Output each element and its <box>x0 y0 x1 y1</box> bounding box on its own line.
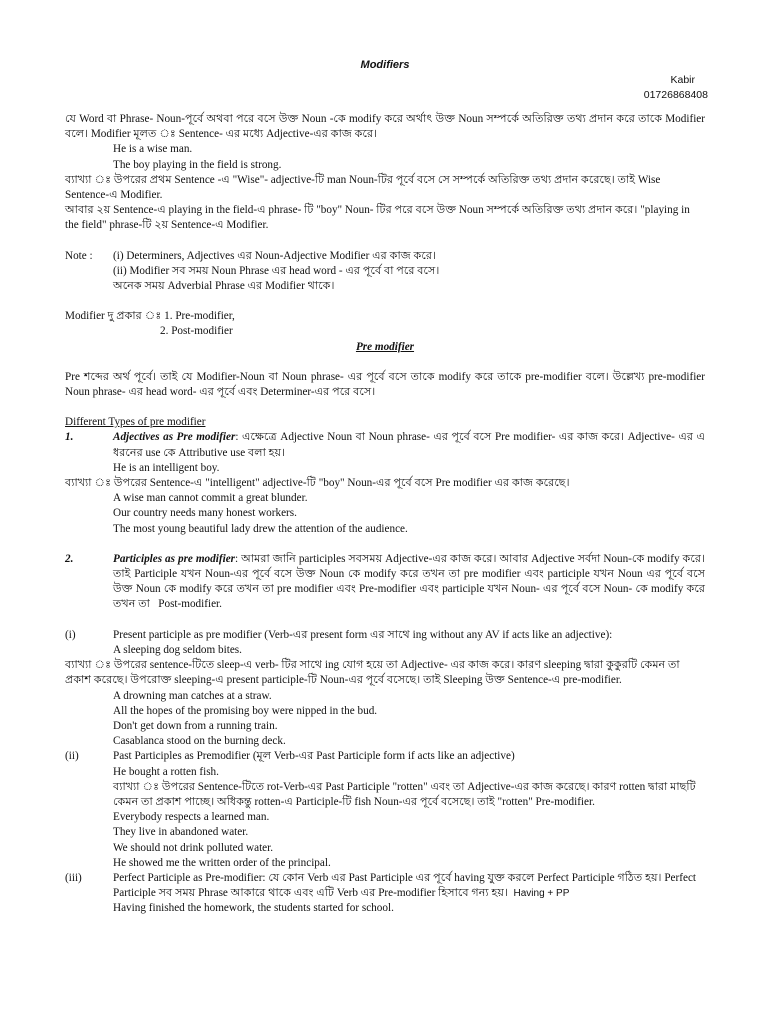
subsection-i-example-3: All the hopes of the promising boy were nipped in the bud. <box>113 704 378 717</box>
section-1-example: He is an intelligent boy. <box>113 461 220 474</box>
section-2-number: 2. <box>65 552 74 565</box>
author-phone: 01726868408 <box>643 89 708 101</box>
subsection-iii <box>65 871 705 901</box>
subsection-i-example: A sleeping dog seldom bites. <box>113 643 242 656</box>
note-label: Note : <box>65 249 93 262</box>
intro-paragraph: যে Word বা Phrase- Noun-পূর্বে অথবা পরে বসে উক্ত Noun -কে modify করে অর্থাৎ উক্ত Noun সম্পর্কে অতিরিক্ত তথ্য প্রদান করে তাকে Modifier বলে। Modifier মূলত ঃ Sentence- এর মধ্যে Adjective-এর কাজ করে। <box>65 113 705 141</box>
intro-example-2: The boy playing in the field is strong. <box>113 158 282 171</box>
subsection-i-example-4: Don't get down from a running train. <box>113 719 278 732</box>
subsection-i-number: (i) <box>65 628 76 641</box>
note-line-1: (i) Determiners, Adjectives এর Noun-Adjective Modifier এর কাজ করে। <box>113 249 436 262</box>
intro-explanation-2: আবার ২য় Sentence-এ playing in the field-এ phrase- টি "boy" Noun- টির পরে বসে উক্ত Noun সম্পর্কে অতিরিক্ত তথ্য প্রদান করে। "playing in the field" phrase-টি ২য় Sentence-এ Modifier. <box>65 204 690 232</box>
types-heading: Different Types of pre modifier <box>65 416 206 429</box>
subsection-ii-example-2: Everybody respects a learned man. <box>113 811 270 824</box>
section-1-example-3: Our country needs many honest workers. <box>113 507 297 520</box>
pre-modifier-paragraph: Pre শব্দের অর্থ পূর্বে। তাই যে Modifier-Noun বা Noun phrase- এর পূর্বে বসে তাকে modify করে তাকে pre-modifier বলে। উল্লেখ্য pre-modifier Noun phrase- এর head word- এর পূর্বে এবং Determiner-এর পরে বসে। <box>65 370 705 399</box>
subsection-iii-text <box>113 871 705 901</box>
subsection-ii-example: He bought a rotten fish. <box>113 765 219 778</box>
section-1-example-4: The most young beautiful lady drew the attention of the audience. <box>113 522 408 535</box>
subsection-ii-explanation: ব্যাখ্যা ঃ উপরের Sentence-টিতে rot-Verb-এর Past Participle "rotten" এবং তা Adjective-এর কাজ করেছে। কারণ rotten দ্বারা মাছটি কেমন তা প্রকাশ পাচ্ছে। অধিকন্তু rotten-এ Participle-টি fish Noun-এর পূর্বে বসেছে। তাই "rotten" Pre-modifier. <box>113 780 696 808</box>
intro-example-1: He is a wise man. <box>113 143 193 156</box>
section-2-body: : আমরা জানি participles সবসময় Adjective-এর কাজ করে। আবার Adjective সর্বদা Noun-কে modify করে। তাই Participle যখন Noun-এর পূর্বে বসে উক্ত Noun কে modify করে তখন তা pre modifier এবং participle যখন Noun এর পূর্বে বসে উক্ত Noun কে modify করে তখন তা pre modifier এবং Pre-modifier এবং participle যখন Noun- এর পূর্বে বসে Noun- কে modify করে তখন তা <box>113 552 705 611</box>
pre-modifier-heading: Pre modifier <box>355 340 415 353</box>
section-2-text <box>113 552 705 613</box>
note-line-2: (ii) Modifier সব সময় Noun Phrase এর head word - এর পূর্বে বা পরে বসে। <box>113 264 440 277</box>
subsection-iii-head: Perfect Participle as Pre-modifier: যে কোন Verb এর Past Participle এর পূর্বে having যুক্ত করলে Perfect Participle গঠিত হয়। Perfect Participle সব সময় Phrase আকারে থাকে এবং এটি Verb এর Pre-modifier হিসাবে গন্য হয়। <box>113 871 697 900</box>
subsection-ii-number: (ii) <box>65 750 79 763</box>
subsection-i <box>65 628 705 643</box>
section-1-example-2: A wise man cannot commit a great blunder. <box>113 492 308 505</box>
subsection-iii-number: (iii) <box>65 871 82 884</box>
section-1-explanation: ব্যাখ্যা ঃ উপরের Sentence-এ "intelligent" adjective-টি "boy" Noun-এর পূর্বে বসে Pre modifier এর কাজ করেছে। <box>65 477 570 490</box>
modifier-kinds-line-2: 2. Post-modifier <box>160 325 233 338</box>
subsection-ii <box>65 749 705 764</box>
subsection-ii-head: Past Participles as Premodifier (মূল Verb-এর Past Participle form if acts like an adjective) <box>113 750 515 763</box>
modifier-kinds-line-1: Modifier দু প্রকার ঃ 1. Pre-modifier, <box>65 310 235 323</box>
note-block <box>65 249 705 264</box>
subsection-ii-example-3: They live in abandoned water. <box>113 826 249 839</box>
section-2-head: Participles as pre modifier <box>113 552 236 565</box>
subsection-i-head: Present participle as pre modifier (Verb-এর present form এর সাথে ing without any AV if acts like an adjective): <box>113 628 613 641</box>
page-title: Modifiers <box>360 59 410 71</box>
subsection-i-example-5: Casablanca stood on the burning deck. <box>113 735 286 748</box>
subsection-ii-example-5: He showed me the written order of the principal. <box>113 856 331 869</box>
section-1-head: Adjectives as Pre modifier <box>113 431 236 444</box>
subsection-ii-example-4: We should not drink polluted water. <box>113 841 274 854</box>
author-name: Kabir <box>670 74 695 86</box>
note-line-3: অনেক সময় Adverbial Phrase এর Modifier থাকে। <box>113 280 335 293</box>
subsection-i-example-2: A drowning man catches at a straw. <box>113 689 272 702</box>
document-body <box>65 112 705 917</box>
section-1-number: 1. <box>65 431 74 444</box>
subsection-iii-example: Having finished the homework, the students started for school. <box>113 902 394 915</box>
section-1 <box>65 430 705 460</box>
section-2 <box>65 552 705 613</box>
section-1-body: : এক্ষেত্রে Adjective Noun বা Noun phrase- এর পূর্বে বসে Pre modifier- এর কাজ করে। Adjective- এর এ ধরনের use কে Attributive use বলা হয়। <box>113 431 705 459</box>
having-pp-formula: Having + PP <box>513 888 570 900</box>
subsection-i-explanation: ব্যাখ্যা ঃ উপরের sentence-টিতে sleep-এ verb- টির সাথে ing যোগ হয়ে তা Adjective- এর কাজ করে। কারণ sleeping দ্বারা কুকুরটি কেমন তা প্রকাশ করেছে। উপরোক্ত sleeping-এ present participle-টি Noun-এর পূর্বে বসেছে। তাই Sleeping উক্ত Sentence-এ pre-modifier. <box>65 659 680 687</box>
doc-title <box>65 58 705 73</box>
intro-explanation-1: ব্যাখ্যা ঃ উপরের প্রথম Sentence -এ "Wise"- adjective-টি man Noun-টির পূর্বে বসে সে সম্পর্কে অতিরিক্ত তথ্য প্রদান করেছে। তাই Wise Sentence-এ Modifier. <box>65 173 661 202</box>
section-2-tail: Post-modifier. <box>158 598 222 611</box>
section-1-text <box>113 430 705 460</box>
